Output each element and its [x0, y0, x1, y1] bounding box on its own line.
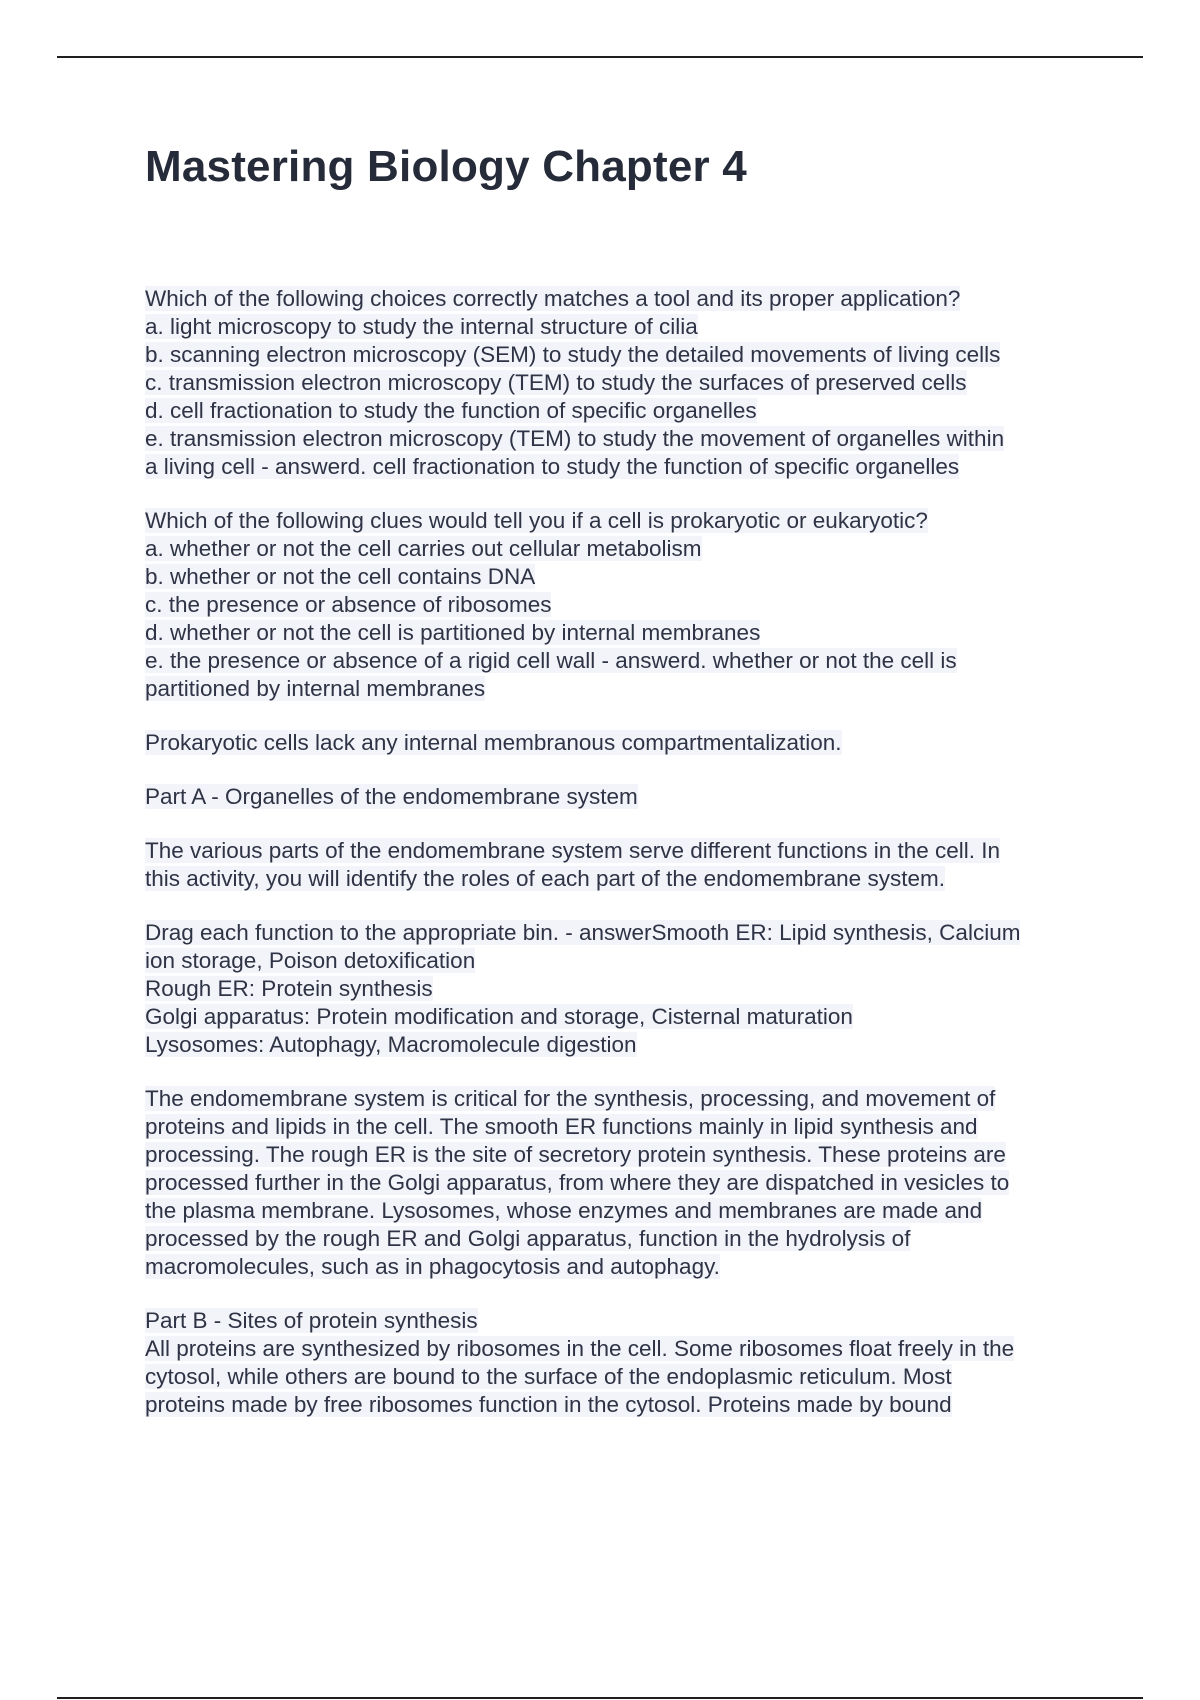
text-line: b. scanning electron microscopy (SEM) to study the detailed movements of living cells [145, 342, 1001, 367]
text-line: cytosol, while others are bound to the surface of the endoplasmic reticulum. Most [145, 1364, 952, 1389]
text-line: Prokaryotic cells lack any internal membranous compartmentalization. [145, 730, 842, 755]
text-line: Which of the following choices correctly matches a tool and its proper application? [145, 286, 961, 311]
text-line: The various parts of the endomembrane system serve different functions in the cell. In [145, 838, 1001, 863]
text-line: c. the presence or absence of ribosomes [145, 592, 552, 617]
text-line: proteins made by free ribosomes function in the cytosol. Proteins made by bound [145, 1392, 952, 1417]
text-line: partitioned by internal membranes [145, 676, 486, 701]
text-line: proteins and lipids in the cell. The smooth ER functions mainly in lipid synthesis and [145, 1114, 978, 1139]
note-prokaryotic-compartments [145, 729, 1095, 757]
question-tools-microscopy [145, 285, 1095, 481]
text-line: Part B - Sites of protein synthesis [145, 1308, 478, 1333]
text-line: d. whether or not the cell is partitioned by internal membranes [145, 620, 761, 645]
text-line: macromolecules, such as in phagocytosis and autophagy. [145, 1254, 720, 1279]
text-line: Golgi apparatus: Protein modification and storage, Cisternal maturation [145, 1004, 853, 1029]
top-rule [57, 56, 1143, 58]
endomembrane-explanation [145, 1085, 1095, 1281]
document-body [145, 285, 1095, 1419]
part-b-protein-synthesis [145, 1307, 1095, 1419]
text-line: a living cell - answerd. cell fractionation to study the function of specific organelles [145, 454, 960, 479]
part-a-answer [145, 919, 1095, 1059]
text-line: e. transmission electron microscopy (TEM) to study the movement of organelles within [145, 426, 1005, 451]
text-line: this activity, you will identify the roles of each part of the endomembrane system. [145, 866, 945, 891]
text-line: processing. The rough ER is the site of secretory protein synthesis. These proteins are [145, 1142, 1006, 1167]
text-line: a. whether or not the cell carries out cellular metabolism [145, 536, 702, 561]
text-line: c. transmission electron microscopy (TEM) to study the surfaces of preserved cells [145, 370, 967, 395]
text-line: e. the presence or absence of a rigid cell wall - answerd. whether or not the cell is [145, 648, 957, 673]
text-line: All proteins are synthesized by ribosomes in the cell. Some ribosomes float freely in the [145, 1336, 1015, 1361]
question-prokaryotic-eukaryotic [145, 507, 1095, 703]
text-line: a. light microscopy to study the internal structure of cilia [145, 314, 698, 339]
text-line: Drag each function to the appropriate bin. - answerSmooth ER: Lipid synthesis, Calcium [145, 920, 1021, 945]
text-line: Rough ER: Protein synthesis [145, 976, 433, 1001]
text-line: ion storage, Poison detoxification [145, 948, 476, 973]
text-line: the plasma membrane. Lysosomes, whose enzymes and membranes are made and [145, 1198, 983, 1223]
text-line: Lysosomes: Autophagy, Macromolecule digestion [145, 1032, 637, 1057]
text-line: d. cell fractionation to study the function of specific organelles [145, 398, 757, 423]
text-line: The endomembrane system is critical for the synthesis, processing, and movement of [145, 1086, 996, 1111]
text-line: b. whether or not the cell contains DNA [145, 564, 536, 589]
section-heading-part-a [145, 783, 1095, 811]
document-title: Mastering Biology Chapter 4 [145, 142, 747, 191]
part-a-intro [145, 837, 1095, 893]
text-line: Which of the following clues would tell you if a cell is prokaryotic or eukaryotic? [145, 508, 928, 533]
text-line: Part A - Organelles of the endomembrane system [145, 784, 638, 809]
text-line: processed by the rough ER and Golgi apparatus, function in the hydrolysis of [145, 1226, 911, 1251]
bottom-rule [57, 1697, 1143, 1699]
text-line: processed further in the Golgi apparatus, from where they are dispatched in vesicles to [145, 1170, 1010, 1195]
